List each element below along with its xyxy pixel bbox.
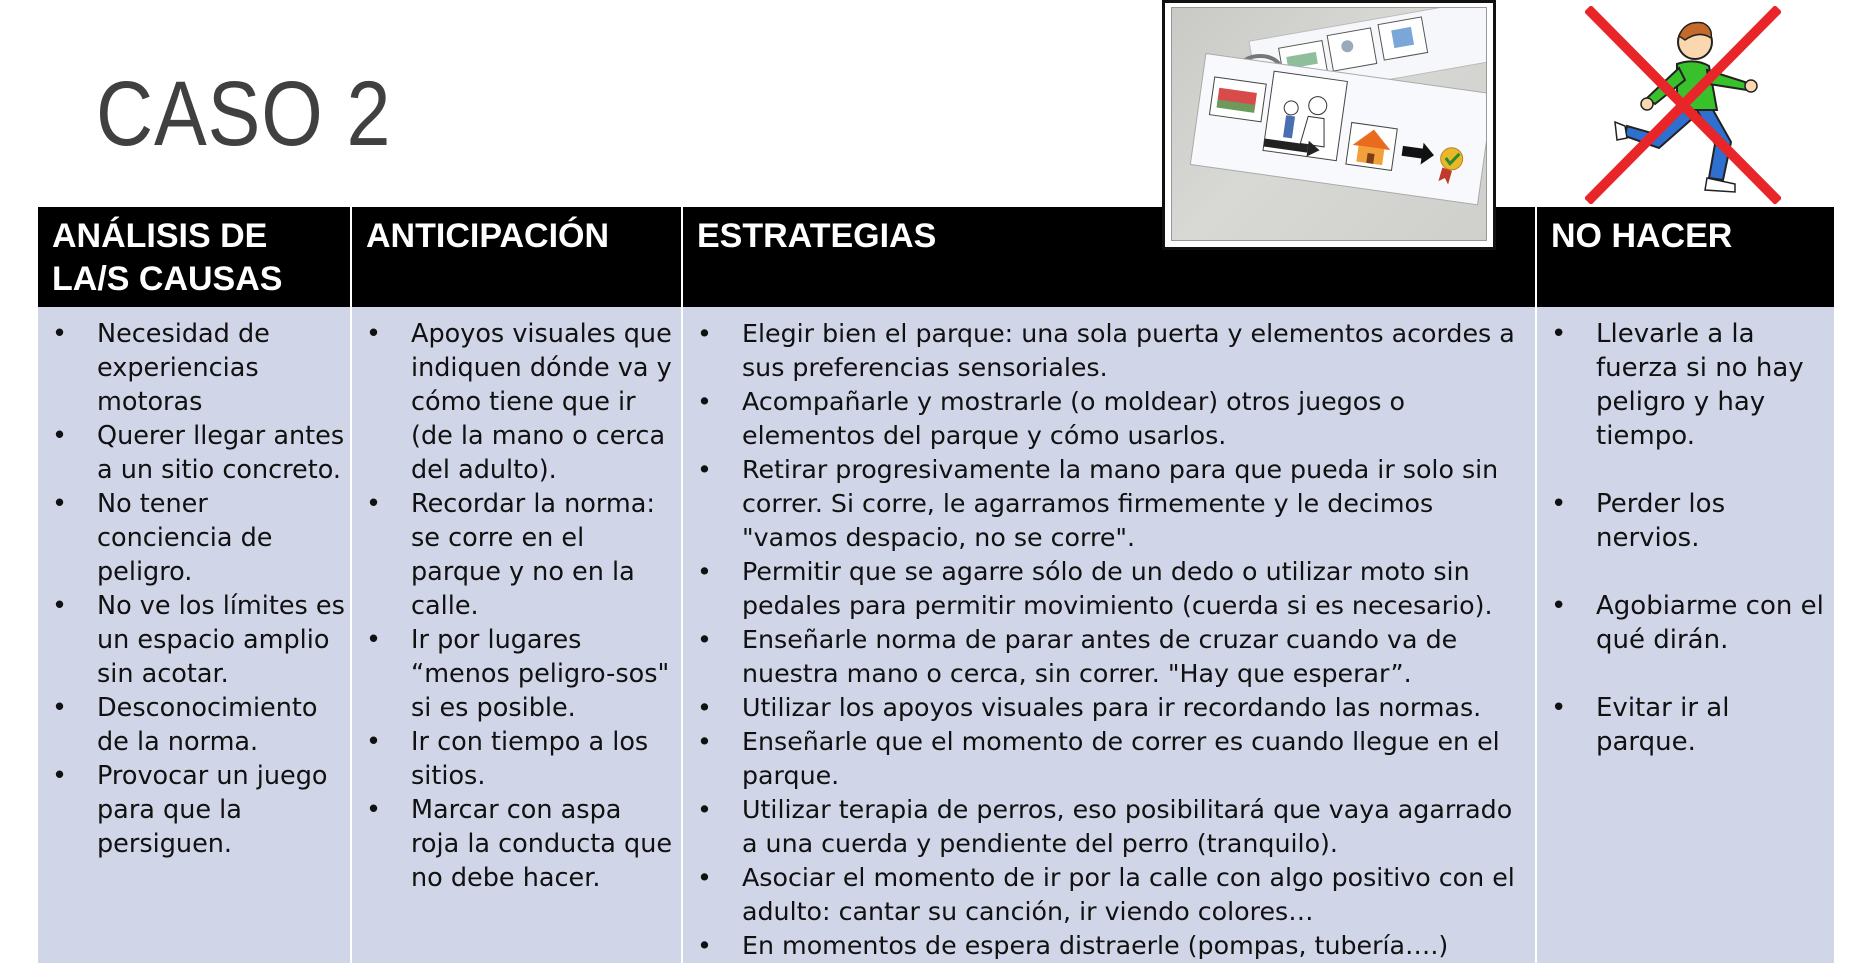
list-item: • Enseñarle que el momento de correr es cuando llegue en el parque.: [683, 725, 1531, 793]
running-child-crossed-icon: [1585, 6, 1781, 204]
list-item: • Llevarle a la fuerza si no hay peligro y hay tiempo.: [1537, 317, 1830, 453]
header-anticipacion: ANTICIPACIÓN: [351, 207, 682, 307]
anticipacion-list: [352, 317, 677, 895]
list-item: • Querer llegar antes a un sitio concreto.: [38, 419, 346, 487]
list-item: • Acompañarle y mostrarle (o moldear) otros juegos o elementos del parque y cómo usarlos.: [683, 385, 1531, 453]
list-item: • Apoyos visuales que indiquen dónde va y cómo tiene que ir (de la mano o cerca del adulto).: [352, 317, 677, 487]
list-item: • Retirar progresivamente la mano para que pueda ir solo sin correr. Si corre, le agarramos firmemente y le decimos "vamos despacio, no se corre".: [683, 453, 1531, 555]
list-item: • No ve los límites es un espacio amplio sin acotar.: [38, 589, 346, 691]
list-item: • Asociar el momento de ir por la calle con algo positivo con el adulto: cantar su canción, ir viendo colores…: [683, 861, 1531, 929]
list-item: • Ir por lugares “menos peligro-sos" si es posible.: [352, 623, 677, 725]
list-item: • Permitir que se agarre sólo de un dedo o utilizar moto sin pedales para permitir movimiento (cuerda si es necesario).: [683, 555, 1531, 623]
list-item: • Provocar un juego para que la persiguen.: [38, 759, 346, 861]
estrategias-list: [683, 317, 1531, 963]
estrategias-cell: [682, 307, 1536, 963]
page-title: CASO 2: [96, 63, 392, 165]
header-estrategias: ESTRATEGIAS: [682, 207, 1536, 307]
list-item: • Utilizar terapia de perros, eso posibilitará que vaya agarrado a una cuerda y pendiente del perro (tranquilo).: [683, 793, 1531, 861]
list-item: • Agobiarme con el qué dirán.: [1537, 589, 1830, 657]
list-item: • Utilizar los apoyos visuales para ir recordando las normas.: [683, 691, 1531, 725]
no-hacer-cell: [1536, 307, 1834, 963]
list-item: • Ir con tiempo a los sitios.: [352, 725, 677, 793]
list-item: • Desconocimiento de la norma.: [38, 691, 346, 759]
header-no-hacer: NO HACER: [1536, 207, 1834, 307]
list-item: • Marcar con aspa roja la conducta que no debe hacer.: [352, 793, 677, 895]
list-item: • Elegir bien el parque: una sola puerta y elementos acordes a sus preferencias sensoriales.: [683, 317, 1531, 385]
table-header-row: [38, 207, 1834, 307]
case-table: [38, 207, 1834, 963]
causas-cell: [38, 307, 351, 963]
list-item: • Recordar la norma: se corre en el parque y no en la calle.: [352, 487, 677, 623]
list-item: • Perder los nervios.: [1537, 487, 1830, 555]
list-item: • No tener conciencia de peligro.: [38, 487, 346, 589]
causas-list: [38, 317, 346, 861]
list-item: • Enseñarle norma de parar antes de cruzar cuando va de nuestra mano o cerca, sin correr. "Hay que esperar”.: [683, 623, 1531, 691]
no-hacer-list: [1537, 317, 1830, 759]
table-row: [38, 307, 1834, 963]
list-item: • En momentos de espera distraerle (pompas, tubería….): [683, 929, 1531, 963]
visual-sequence-card-photo: [1162, 0, 1496, 250]
list-item: • Evitar ir al parque.: [1537, 691, 1830, 759]
anticipacion-cell: [351, 307, 682, 963]
header-causas: ANÁLISIS DE LA/S CAUSAS: [38, 207, 351, 307]
list-item: • Necesidad de experiencias motoras: [38, 317, 346, 419]
